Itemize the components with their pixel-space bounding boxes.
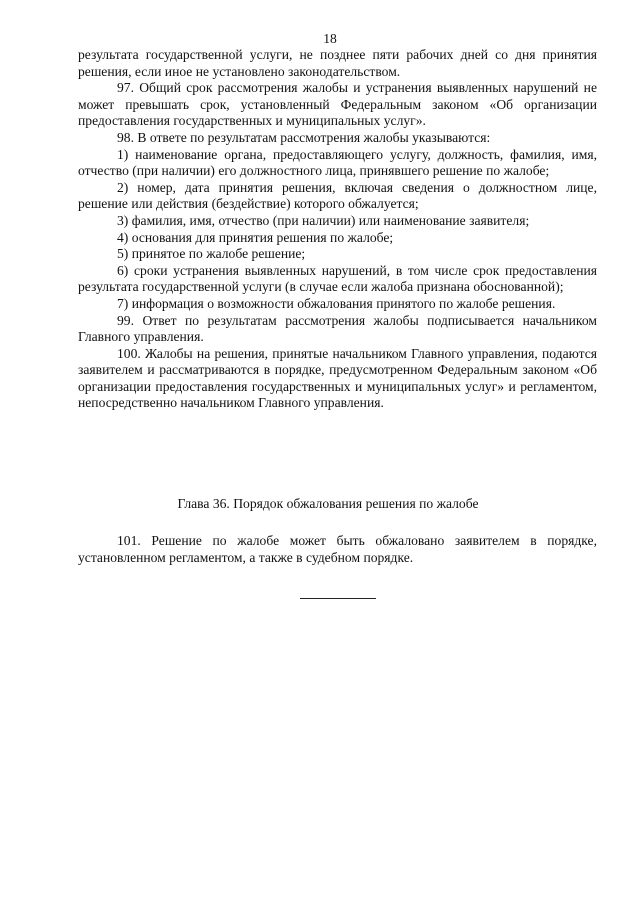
paragraph-101: 101. Решение по жалобе может быть обжаловано заявителем в порядке, установленном регламентом, а также в судебном порядке.: [78, 533, 597, 565]
end-rule: [300, 598, 376, 599]
page-number: 18: [323, 31, 337, 46]
list-item-3: 3) фамилия, имя, отчество (при наличии) или наименование заявителя;: [117, 212, 530, 228]
final-text: [78, 533, 597, 566]
paragraph-97: 97. Общий срок рассмотрения жалобы и устранения выявленных нарушений не может превышать срок, установленный Федеральным законом «Об организации предоставления государственных и муниципальных услуг».: [78, 80, 597, 129]
paragraph-98: 98. В ответе по результатам рассмотрения жалобы указываются:: [117, 129, 491, 145]
list-item-6: 6) сроки устранения выявленных нарушений, в том числе срок предоставления результата государственной услуги (в случае если жалоба признана обоснованной);: [78, 262, 597, 295]
paragraph-99: 99. Ответ по результатам рассмотрения жалобы подписывается начальником Главного управления.: [78, 312, 597, 345]
paragraph-100: 100. Жалобы на решения, принятые начальником Главного управления, подаются заявителем и рассматриваются в порядке, предусмотренном Федеральным законом «Об организации предоставления государственных и муниципальных услуг» и регламентом, непосредственно начальником Главного управления.: [78, 345, 597, 411]
list-item-7: 7) информация о возможности обжалования принятого по жалобе решения.: [117, 295, 556, 311]
paragraph-continuation: результата государственной услуги, не позднее пяти рабочих дней со дня принятия решения, если иное не установлено законодательством.: [78, 47, 597, 79]
body-text: [78, 47, 597, 412]
chapter-heading: Глава 36. Порядок обжалования решения по жалобе: [177, 496, 479, 511]
list-item-1: 1) наименование органа, предоставляющего услугу, должность, фамилия, имя, отчество (при наличии) его должностного лица, принявшего решение по жалобе;: [78, 146, 597, 179]
list-item-4: 4) основания для принятия решения по жалобе;: [117, 229, 394, 245]
list-item-2: 2) номер, дата принятия решения, включая сведения о должностном лице, решение или действия (бездействие) которого обжалуется;: [78, 179, 597, 212]
list-item-5: 5) принятое по жалобе решение;: [117, 246, 306, 262]
